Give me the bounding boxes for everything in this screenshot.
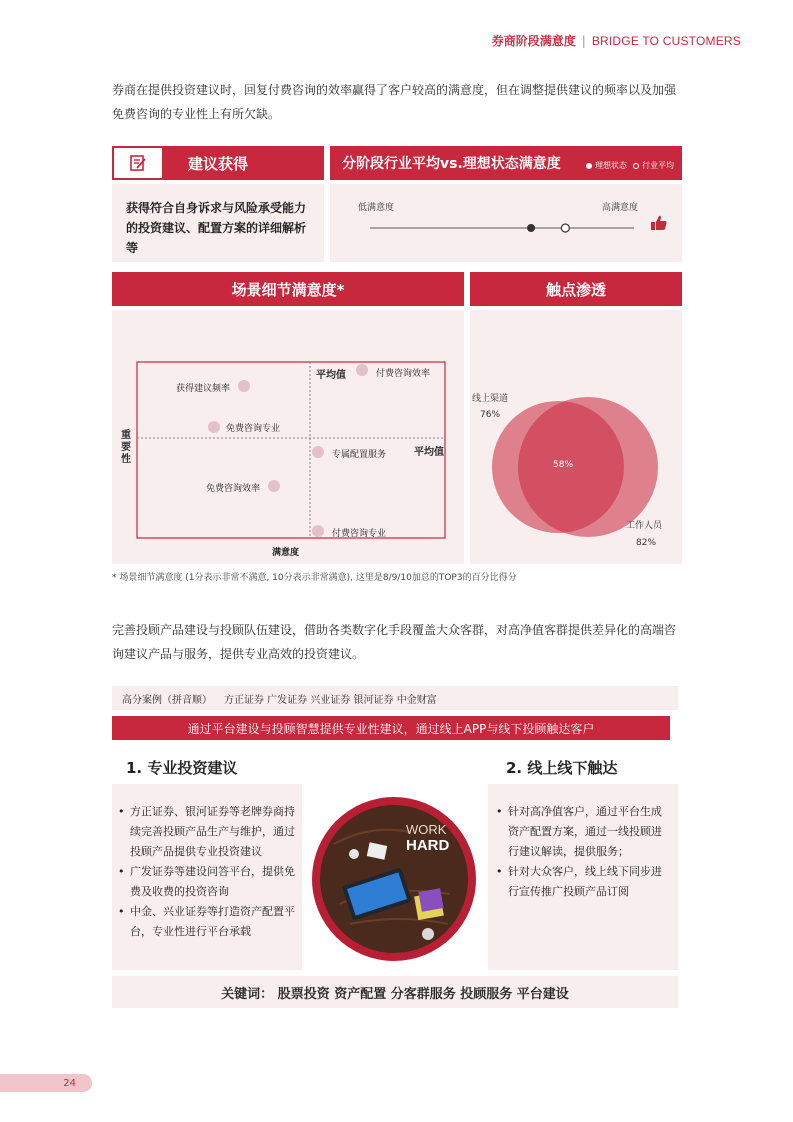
- online-channel-label: 线上渠道: [472, 394, 509, 404]
- section2-title: 2. 线上线下触达: [506, 759, 618, 777]
- ideal-legend-label: 理想状态: [595, 161, 627, 170]
- stage-satisfaction-title: 分阶段行业平均vs.理想状态满意度: [342, 156, 561, 172]
- touchpoint-title: 触点渗透: [545, 280, 606, 299]
- item-label-advice-frequency: 获得建议频率: [176, 384, 231, 394]
- staff-value: 82%: [636, 538, 657, 548]
- work-text: WORK: [406, 822, 447, 837]
- item-label-paid-consult-professional: 付费咨询专业: [332, 529, 387, 539]
- scene-title: 场景细节满意度*: [231, 280, 345, 299]
- header-separator: |: [581, 34, 586, 48]
- advice-title: 建议获得: [188, 154, 249, 173]
- item-dot-paid-consult-professional: [312, 525, 324, 537]
- average-label-top: 平均值: [316, 370, 346, 381]
- section1-bullet: • 广发证券等建设问答平台，提供免费及收费的投资咨询: [118, 862, 296, 902]
- item-dot-advice-frequency: [238, 380, 250, 392]
- edit-note-icon: [112, 146, 164, 180]
- high-score-cases: [112, 686, 678, 710]
- section2-bullet: • 针对大众客户，线上线下同步进行宣传推广投顾产品订阅: [496, 862, 672, 902]
- keywords-bar: 关键词： 股票投资 资产配置 分客群服务 投顾服务 平台建设: [112, 976, 678, 1008]
- page-number: 24: [0, 1074, 92, 1092]
- advice-body: 获得符合自身诉求与风险承受能力的投资建议、配置方案的详细解析等: [126, 201, 307, 255]
- overlap-value: 58%: [553, 460, 574, 470]
- ideal-state-marker: [561, 224, 569, 232]
- stage-legend: [586, 160, 674, 171]
- section2-bullet: • 针对高净值客户，通过平台生成资产配置方案，通过一线投顾进行建议解读，提供服务；: [496, 802, 672, 862]
- item-dot-exclusive-allocation: [312, 446, 324, 458]
- ideal-legend-marker: [586, 163, 592, 169]
- item-dot-free-consult-efficiency: [268, 480, 280, 492]
- footnote: * 场景细节满意度 (1分表示非常不满意, 10分表示非常满意), 这里是8/9/10加总的TOP3的百分比得分: [112, 573, 517, 583]
- section1-bullets: [118, 802, 296, 942]
- stage-scale-graphic: [330, 184, 682, 262]
- item-label-paid-consult-efficiency: 付费咨询效率: [376, 369, 431, 379]
- section2-bullets: [496, 802, 672, 902]
- item-label-free-consult-efficiency: 免费咨询效率: [206, 484, 261, 494]
- industry-average-marker: [527, 224, 535, 232]
- staff-circle: [518, 397, 658, 537]
- thumbs-up-icon: [650, 214, 668, 236]
- item-dot-free-consult-professional: [208, 421, 220, 433]
- desk-workspace-illustration: [310, 784, 478, 974]
- online-channel-value: 76%: [480, 410, 501, 420]
- low-satisfaction-label: 低满意度: [358, 203, 395, 213]
- header-title: 券商阶段满意度: [491, 34, 576, 48]
- cases-label: 高分案例（拼音顺）: [122, 694, 212, 706]
- touchpoint-title-bar: [470, 272, 682, 306]
- section1-bullet: • 方正证券、银河证券等老牌券商持续完善投顾产品生产与维护，通过投顾产品提供专业投资建议: [118, 802, 296, 862]
- header-subtitle: BRIDGE TO CUSTOMERS: [591, 34, 741, 48]
- average-label-right: 平均值: [414, 447, 444, 458]
- item-label-exclusive-allocation: 专属配置服务: [332, 450, 387, 460]
- satisfaction-axis-label: 满意度: [272, 548, 300, 558]
- hard-text: HARD: [406, 837, 450, 854]
- strategy-paragraph: 完善投顾产品建设与投顾队伍建设，借助各类数字化手段覆盖大众客群，对高净值客群提供差异化的高端咨询建议产品与服务，提供专业高效的投资建议。: [112, 623, 677, 661]
- importance-axis-label: 重要性: [121, 430, 131, 465]
- scene-title-bar: [112, 272, 464, 306]
- section1-bullet: • 中金、兴业证券等打造资产配置平台，专业性进行平台承载: [118, 902, 296, 942]
- avg-legend-marker: [633, 163, 639, 169]
- cases-names: 方正证券 广发证券 兴业证券 银河证券 中金财富: [224, 694, 437, 706]
- staff-label: 工作人员: [626, 521, 663, 531]
- item-label-free-consult-professional: 免费咨询专业: [226, 424, 281, 434]
- section1-title: 1. 专业投资建议: [126, 759, 238, 777]
- intro-paragraph: 券商在提供投资建议时，回复付费咨询的效率赢得了客户较高的满意度，但在调整提供建议的频率以及加强免费咨询的专业性上有所欠缺。: [112, 83, 677, 121]
- page-header: [492, 32, 741, 49]
- item-dot-paid-consult-efficiency: [356, 364, 368, 376]
- summary-banner: 通过平台建设与投顾智慧提供专业性建议，通过线上APP与线下投顾触达客户: [112, 716, 670, 740]
- scene-matrix-frame: [112, 310, 464, 564]
- high-satisfaction-label: 高满意度: [602, 203, 639, 213]
- avg-legend-label: 行业平均: [642, 161, 674, 170]
